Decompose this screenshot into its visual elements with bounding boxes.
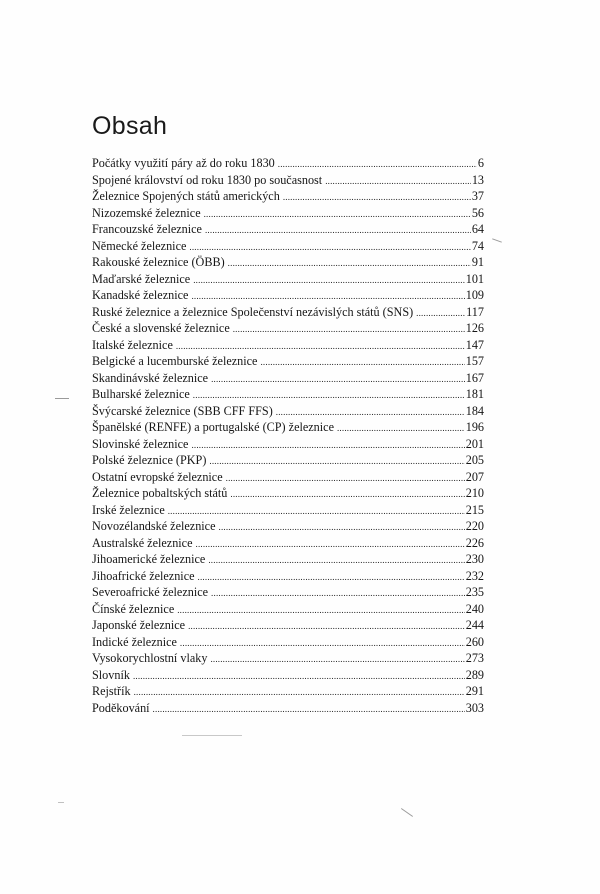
toc-entry-label: Indické železnice <box>92 634 177 649</box>
dot-leader <box>211 585 465 602</box>
toc-entry-page: 201 <box>465 436 484 451</box>
toc-entry-label: Bulharské železnice <box>92 387 190 401</box>
toc-entry-label: Čínské železnice <box>92 601 175 616</box>
toc-entry <box>92 155 484 172</box>
toc-entry-page: 273 <box>465 651 484 665</box>
toc-entry <box>92 238 484 255</box>
toc-entry <box>92 469 484 486</box>
scan-mark <box>182 735 242 736</box>
toc-entry <box>92 419 484 436</box>
toc-entry <box>92 551 484 568</box>
dot-leader <box>134 684 465 701</box>
toc-entry <box>92 370 484 387</box>
toc-entry-page: 303 <box>465 700 484 715</box>
toc-entry-page: 205 <box>465 453 484 467</box>
scan-mark <box>401 808 413 817</box>
toc-entry-page: 126 <box>465 321 484 335</box>
toc-entry-label: Novozélandské železnice <box>92 519 216 533</box>
toc-entry-page: 235 <box>465 585 484 599</box>
scan-mark <box>55 398 69 399</box>
toc-entry-page: 157 <box>465 354 484 368</box>
toc-entry-label: Rakouské železnice (ÖBB) <box>92 255 225 269</box>
toc-entry-page: 289 <box>465 667 484 682</box>
toc-entry-page: 226 <box>465 535 484 550</box>
toc-entry-page: 184 <box>465 403 484 418</box>
dot-leader <box>180 635 465 652</box>
toc-entry <box>92 601 484 618</box>
toc-entry-label: Německé železnice <box>92 238 187 253</box>
toc-entry-label: Francouzské železnice <box>92 222 202 236</box>
dot-leader <box>416 305 465 322</box>
toc-entry-label: Slovník <box>92 667 130 682</box>
dot-leader <box>211 371 465 388</box>
toc-entry-label: Australské železnice <box>92 535 193 550</box>
toc-entry-page: 196 <box>465 420 484 434</box>
toc-entry <box>92 650 484 667</box>
scan-mark <box>58 802 64 803</box>
toc-entry-label: Skandinávské železnice <box>92 370 209 385</box>
toc-entry-label: Severoafrické železnice <box>92 585 209 599</box>
toc-entry <box>92 667 484 684</box>
toc-entry <box>92 254 484 271</box>
dot-leader <box>176 338 465 355</box>
toc-entry-page: 260 <box>465 634 484 649</box>
toc-entry <box>92 617 484 634</box>
toc-entry-label: Ruské železnice a železnice Společenství nezávislých států (SNS) <box>92 304 414 319</box>
toc-entry <box>92 271 484 288</box>
toc-entry <box>92 287 484 304</box>
toc-entry-page: 244 <box>465 618 484 632</box>
toc-entry-page: 91 <box>471 255 484 269</box>
dot-leader <box>193 387 465 404</box>
toc-entry-label: České a slovenské železnice <box>92 321 230 335</box>
toc-entry-label: Jihoafrické železnice <box>92 568 195 583</box>
toc-entry-page: 37 <box>471 189 484 203</box>
dot-leader <box>198 569 465 586</box>
dot-leader <box>276 404 465 421</box>
toc-entry-label: Polské železnice (PKP) <box>92 453 207 467</box>
dot-leader <box>219 519 465 536</box>
toc-entry-page: 167 <box>465 370 484 385</box>
toc-entry-label: Poděkování <box>92 700 150 715</box>
dot-leader <box>226 470 465 487</box>
toc-entry-label: Jihoamerické železnice <box>92 552 206 566</box>
dot-leader <box>208 552 464 569</box>
toc-entry <box>92 386 484 403</box>
toc-entry-label: Počátky využití páry až do roku 1830 <box>92 156 275 170</box>
toc-entry-page: 64 <box>471 222 484 236</box>
dot-leader <box>133 668 465 685</box>
toc-entry <box>92 436 484 453</box>
toc-entry-page: 232 <box>465 568 484 583</box>
toc-entry-page: 56 <box>471 205 484 220</box>
dot-leader <box>260 354 464 371</box>
toc-entry-page: 13 <box>471 172 484 187</box>
toc-entry-label: Belgické a lucemburské železnice <box>92 354 258 368</box>
toc-entry-page: 240 <box>465 601 484 616</box>
page-title: Obsah <box>92 112 168 140</box>
toc-entry <box>92 634 484 651</box>
dot-leader <box>228 255 471 272</box>
toc-entry <box>92 568 484 585</box>
toc-entry <box>92 205 484 222</box>
toc-entry-page: 230 <box>465 552 484 566</box>
toc-entry <box>92 584 484 601</box>
toc-entry-page: 109 <box>465 288 484 302</box>
toc-entry <box>92 172 484 189</box>
toc-entry <box>92 485 484 502</box>
toc-entry <box>92 683 484 700</box>
toc-entry-page: 215 <box>465 502 484 517</box>
dot-leader <box>196 536 465 553</box>
dot-leader <box>191 437 464 454</box>
toc-entry <box>92 320 484 337</box>
dot-leader <box>233 321 465 338</box>
toc-entry <box>92 353 484 370</box>
dot-leader <box>191 288 464 305</box>
toc-entry-label: Maďarské železnice <box>92 271 191 286</box>
toc-entry-label: Spojené království od roku 1830 po současnost <box>92 172 323 187</box>
toc-entry <box>92 535 484 552</box>
toc-entry-label: Železnice pobaltských států <box>92 486 228 500</box>
toc-entry-page: 101 <box>465 271 484 286</box>
toc-entry-label: Železnice Spojených států amerických <box>92 189 280 203</box>
toc-entry-page: 117 <box>466 304 484 319</box>
dot-leader <box>283 189 471 206</box>
dot-leader <box>230 486 464 503</box>
toc-entry-label: Irské železnice <box>92 502 165 517</box>
toc-entry-label: Ostatní evropské železnice <box>92 469 223 484</box>
toc-entry-label: Rejstřík <box>92 684 131 698</box>
dot-leader <box>168 503 465 520</box>
toc-entry-page: 207 <box>465 469 484 484</box>
dot-leader <box>205 222 471 239</box>
toc-entry <box>92 188 484 205</box>
toc-entry-page: 6 <box>477 156 484 170</box>
toc-entry-label: Slovinské železnice <box>92 436 189 451</box>
toc-entry <box>92 518 484 535</box>
toc-entry-page: 74 <box>471 238 484 253</box>
table-of-contents <box>92 155 484 716</box>
dot-leader <box>337 420 465 437</box>
toc-entry <box>92 304 484 321</box>
toc-entry-label: Vysokorychlostní vlaky <box>92 651 208 665</box>
toc-entry <box>92 452 484 469</box>
toc-entry-page: 147 <box>465 337 484 352</box>
toc-entry-label: Švýcarské železnice (SBB CFF FFS) <box>92 403 273 418</box>
toc-entry <box>92 337 484 354</box>
toc-entry <box>92 403 484 420</box>
dot-leader <box>325 173 471 190</box>
toc-entry <box>92 502 484 519</box>
toc-entry-label: Japonské železnice <box>92 618 186 632</box>
dot-leader <box>209 453 464 470</box>
toc-entry <box>92 700 484 717</box>
toc-entry-label: Španělské (RENFE) a portugalské (CP) železnice <box>92 420 334 434</box>
dot-leader <box>210 651 464 668</box>
toc-entry-label: Italské železnice <box>92 337 173 352</box>
dot-leader <box>153 701 465 718</box>
dot-leader <box>177 602 464 619</box>
toc-entry <box>92 221 484 238</box>
toc-entry-page: 220 <box>465 519 484 533</box>
toc-entry-page: 210 <box>465 486 484 500</box>
dot-leader <box>204 206 471 223</box>
dot-leader <box>278 156 477 173</box>
dot-leader <box>188 618 465 635</box>
toc-entry-label: Kanadské železnice <box>92 288 189 302</box>
toc-entry-label: Nizozemské železnice <box>92 205 201 220</box>
scan-mark <box>492 238 502 242</box>
dot-leader <box>193 272 465 289</box>
toc-entry-page: 291 <box>465 684 484 698</box>
dot-leader <box>189 239 470 256</box>
toc-entry-page: 181 <box>465 387 484 401</box>
